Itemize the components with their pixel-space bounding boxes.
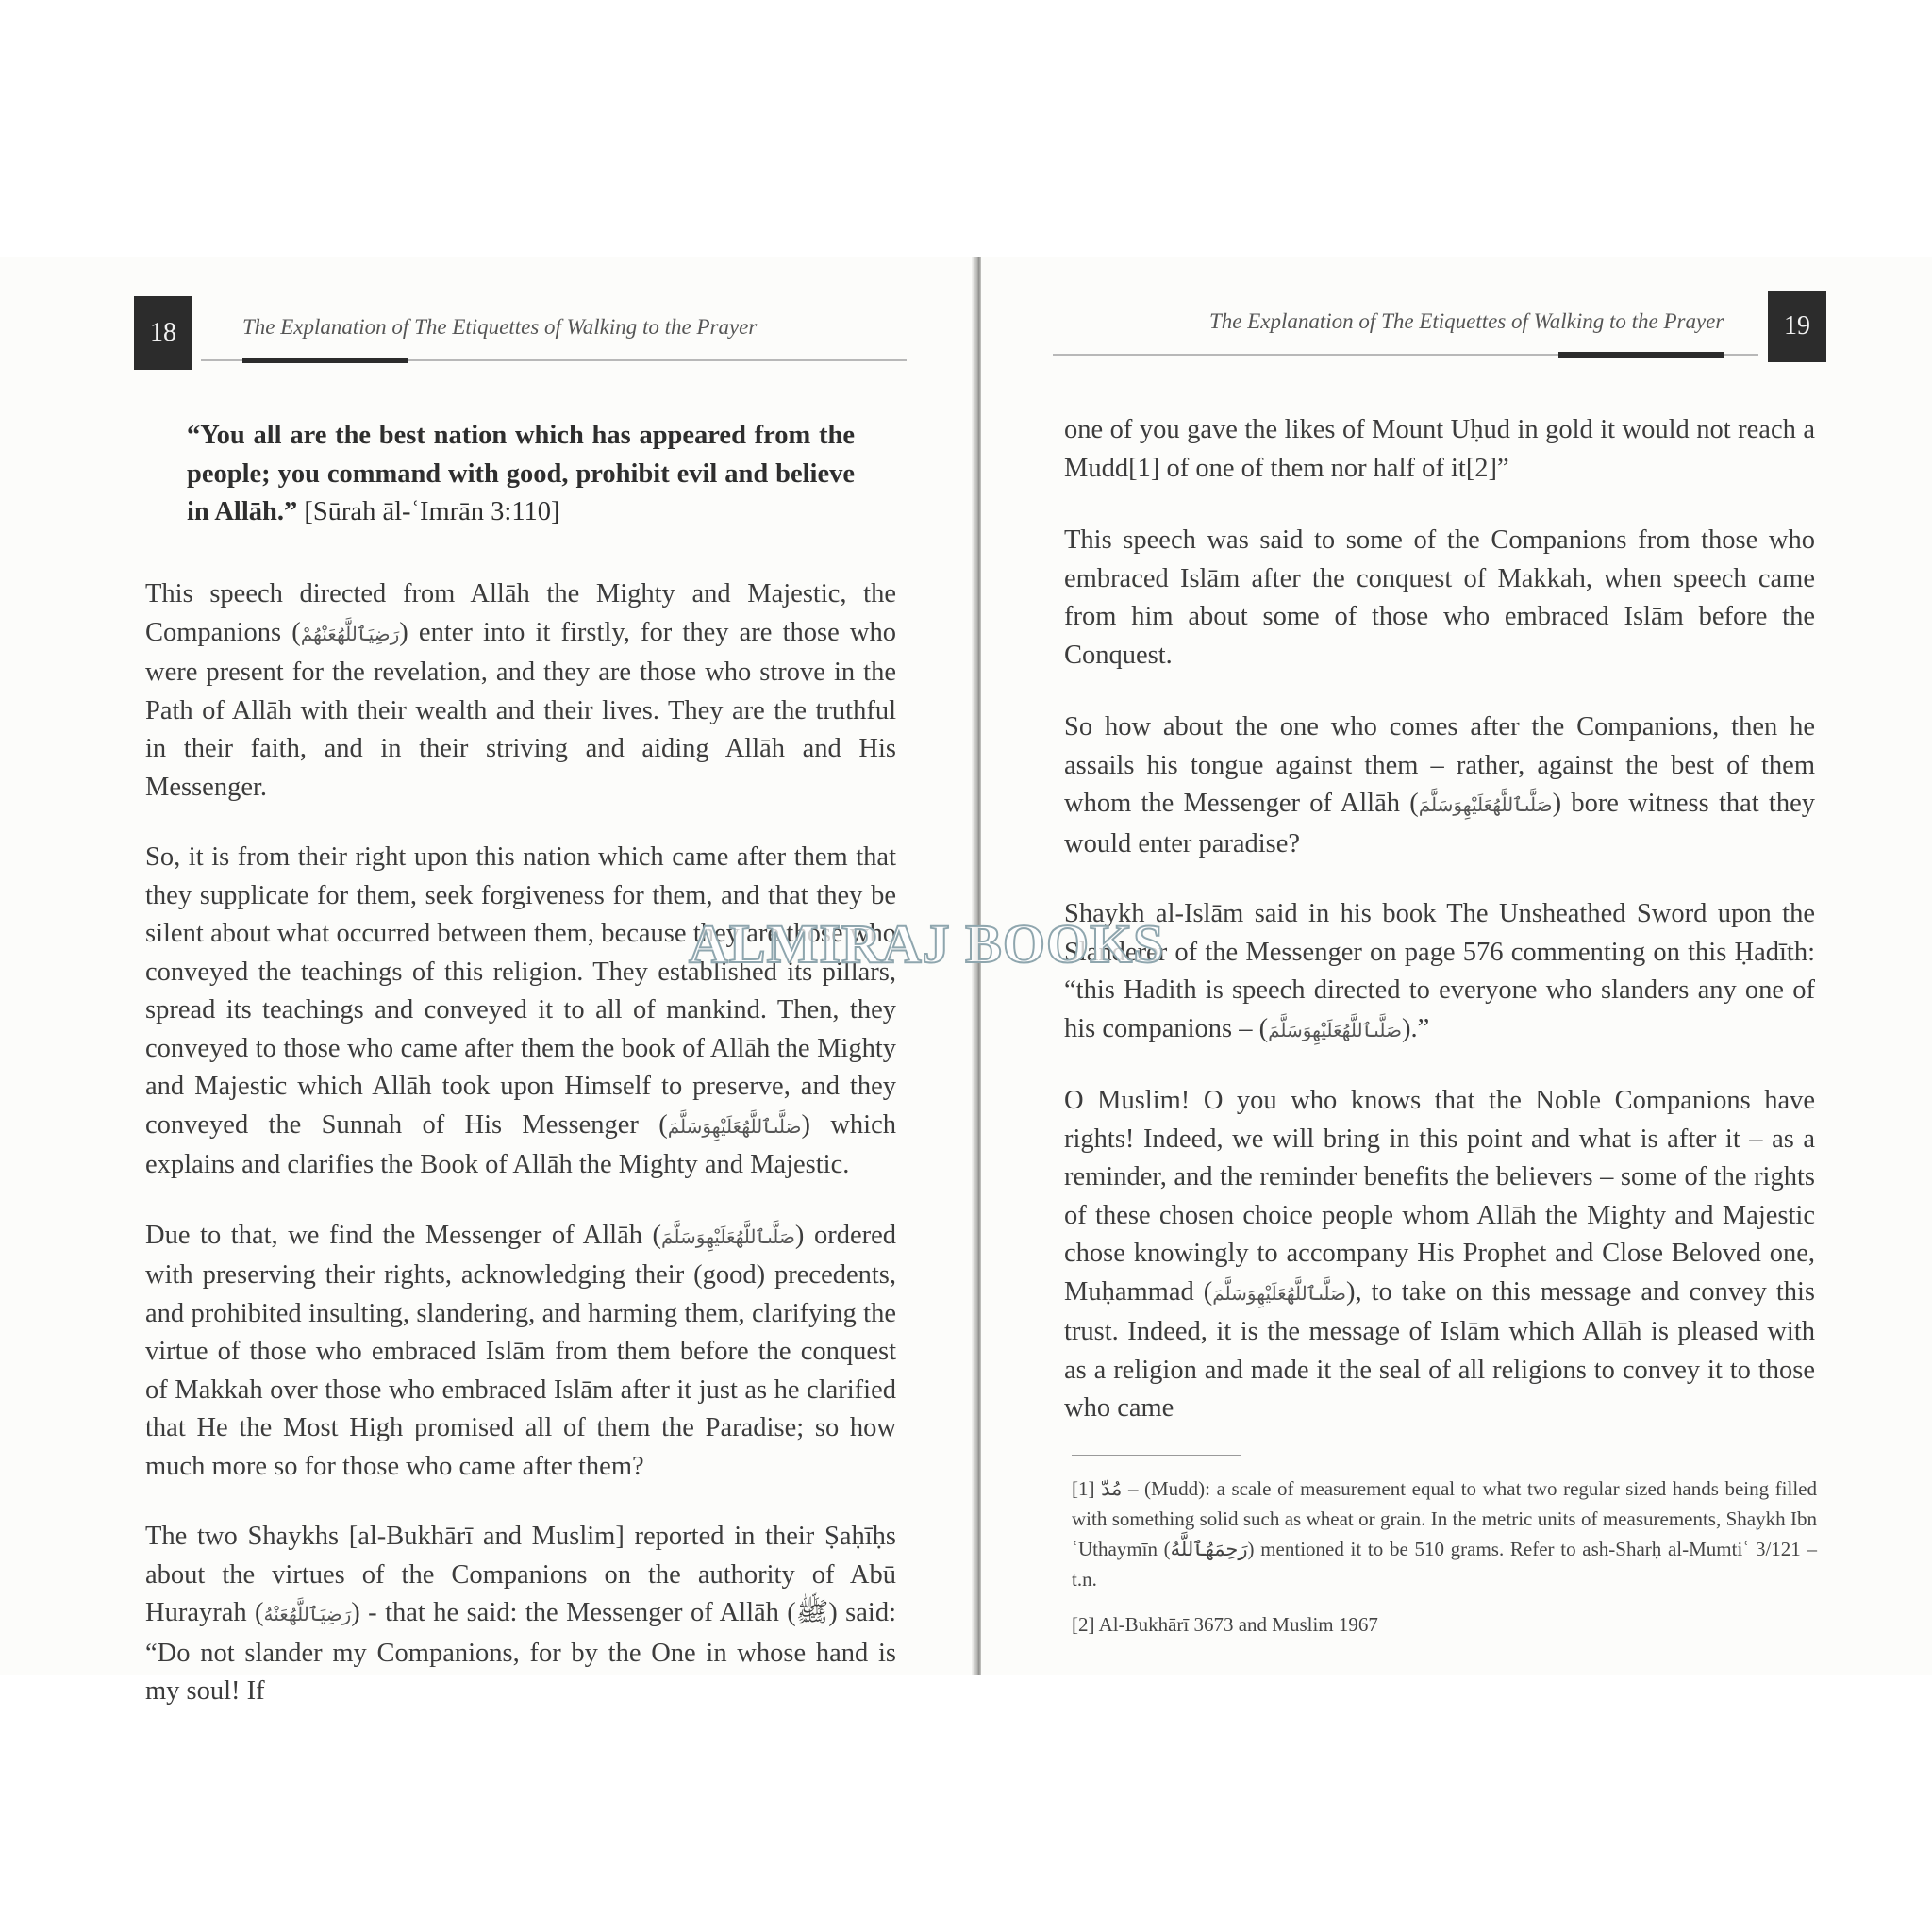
footnote-divider bbox=[1072, 1455, 1241, 1456]
header-accent-left bbox=[242, 358, 408, 363]
paragraph: The two Shaykhs [al-Bukhārī and Muslim] reported in their Ṣaḥīḥs about the virtues of the Companions on the authority of Abū Hurayrah (رَضِيَٱللَّهُعَنْهُ) - that he said: the Messenger of Allāh (ﷺ) said: “Do not slander my Companions, for by the One in whose hand is my soul! If bbox=[145, 1522, 896, 1706]
honorific-glyph: صَلَّىٱللَّهُعَلَيْهِوَسَلَّمَ bbox=[1418, 795, 1553, 816]
paragraph: So, it is from their right upon this nation which came after them that they supplicate for them, seek forgiveness for them, and that they be silent about what occurred between them, because they are those who conveyed the teachings of this religion. They established its pillars, spread its teachings and conveyed it to all of mankind. Then, they conveyed to those who came after them the book of Allāh the Mighty and Majestic which Allāh took upon Himself to preserve, and they conveyed the Sunnah of His Messenger (صَلَّىٱللَّهُعَلَيْهِوَسَلَّمَ) which explains and clarifies the Book of Allāh the Mighty and Majestic. bbox=[145, 842, 897, 1179]
quote-reference: [Sūrah āl-ʿImrān 3:110] bbox=[304, 497, 560, 526]
quran-quote bbox=[187, 417, 855, 532]
running-title-left: The Explanation of The Etiquettes of Walking to the Prayer bbox=[242, 315, 758, 339]
honorific-glyph: رَضِيَٱللَّهُعَنْهُ bbox=[263, 1605, 352, 1625]
footnote-2: [2] Al-Bukhārī 3673 and Muslim 1967 bbox=[1072, 1613, 1378, 1636]
header-accent-right bbox=[1558, 352, 1724, 358]
paragraph: This speech directed from Allāh the Mighty and Majestic, the Companions (رَضِيَٱللَّهُعَنْهُمْ) enter into it firstly, for they are those who were present for the revelation, and they are those who strove in the Path of Allāh with their wealth and their lives. They are the truthful in their faith, and in their striving and aiding Allāh and His Messenger. bbox=[145, 579, 896, 802]
honorific-glyph: صَلَّىٱللَّهُعَلَيْهِوَسَلَّمَ bbox=[661, 1226, 795, 1248]
right-body bbox=[1064, 411, 1815, 1428]
quote-text: “You all are the best nation which has appeared from the people; you command with good, prohibit evil and believe in Allāh.” bbox=[187, 421, 855, 526]
running-title-right: The Explanation of The Etiquettes of Walking to the Prayer bbox=[1209, 309, 1724, 333]
honorific-glyph: رَضِيَٱللَّهُعَنْهُمْ bbox=[300, 624, 400, 645]
page-number-right: 19 bbox=[1768, 291, 1826, 362]
watermark: ALMIRAJ BOOKS bbox=[689, 913, 1165, 974]
page-number-left: 18 bbox=[134, 296, 192, 370]
paragraph: Shaykh al-Islām said in his book The Unsheathed Sword upon the Slanderer of the Messenger on page 576 commenting on this Ḥadīth: “this Hadith is speech directed to everyone who slanders any one of his companions – (صَلَّىٱللَّهُعَلَيْهِوَسَلَّمَ).” bbox=[1064, 899, 1815, 1043]
left-body bbox=[145, 575, 896, 1711]
paragraph: O Muslim! O you who knows that the Noble Companions have rights! Indeed, we will bring in this point and what is after it – as a reminder, and the reminder benefits the believers – some of the rights of these chosen choice people whom Allāh the Mighty and Majestic chose knowingly to accompany His Prophet and Close Beloved one, Muḥammad (صَلَّىٱللَّهُعَلَيْهِوَسَلَّمَ), to take on this message and convey this trust. Indeed, it is the message of Islām which Allāh is pleased with as a religion and made it the seal of all religions to convey it to those who came bbox=[1064, 1086, 1815, 1423]
honorific-glyph: صَلَّىٱللَّهُعَلَيْهِوَسَلَّمَ bbox=[1212, 1283, 1347, 1305]
footnote-1: [1] مُدّ – (Mudd): a scale of measurement equal to what two regular sized hands being filled with something solid such as wheat or grain. In the metric units of measurements, Shaykh Ibn ʿUthaymīn (رَحِمَهُٱللَّهُ) mentioned it to be 510 grams. Refer to ash-Sharḥ al-Mumtiʿ 3/121 – t.n. bbox=[1072, 1477, 1817, 1591]
paragraph: This speech was said to some of the Companions from those who embraced Islām after the conquest of Makkah, when speech came from him about some of those who embraced Islām before the Conquest. bbox=[1064, 525, 1815, 670]
honorific-glyph: صَلَّىٱللَّهُعَلَيْهِوَسَلَّمَ bbox=[1268, 1020, 1402, 1041]
paragraph: So how about the one who comes after the Companions, then he assails his tongue against them – rather, against the best of them whom the Messenger of Allāh (صَلَّىٱللَّهُعَلَيْهِوَسَلَّمَ) bore witness that they would enter paradise? bbox=[1064, 712, 1815, 858]
paragraph: Due to that, we find the Messenger of Allāh (صَلَّىٱللَّهُعَلَيْهِوَسَلَّمَ) ordered with preserving their rights, acknowledging their (good) precedents, and prohibited insulting, slandering, and harming them, clarifying the virtue of those who embraced Islām from them before the conquest of Makkah over those who embraced Islām after it just as he clarified that He the Most High promised all of them the Paradise; so how much more so for those who came after them? bbox=[145, 1220, 896, 1481]
paragraph: one of you gave the likes of Mount Uḥud in gold it would not reach a Mudd[1] of one of them nor half of it[2]” bbox=[1064, 415, 1815, 483]
honorific-glyph: صَلَّىٱللَّهُعَلَيْهِوَسَلَّمَ bbox=[667, 1116, 802, 1138]
